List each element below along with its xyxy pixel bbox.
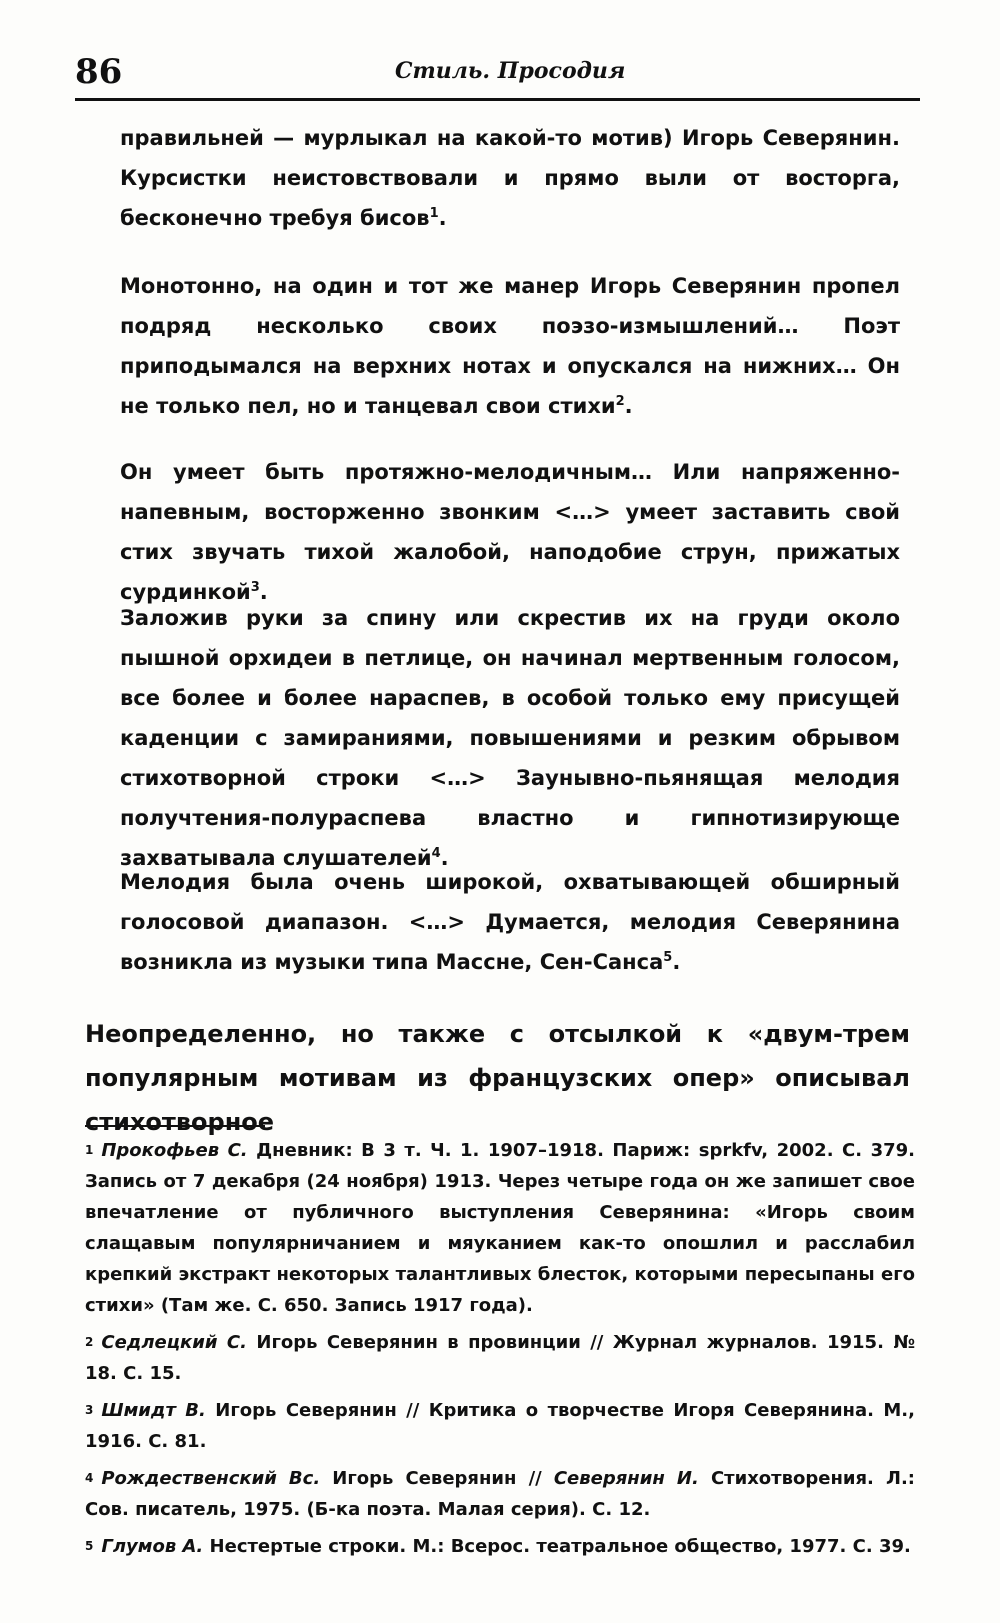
quote-2: Монотонно, на один и тот же манер Игорь Северянин пропел подряд несколько своих поэзо-измышлений… Поэт приподымался на верхних нотах и опускался на нижних… Он не только пел, но и танцевал свои стихи$^2$.: [120, 274, 900, 418]
footnote-mark: 2: [85, 1335, 94, 1349]
footnote-author: Рождественский Вс.: [101, 1468, 321, 1489]
quote-5: Мелодия была очень широкой, охватывающей обширный голосовой диапазон. <…> Думается, мелодия Северянина возникла из музыки типа Массне, Сен-Санса$^5$.: [120, 870, 900, 974]
page-number: 86: [75, 52, 123, 92]
footnote-3: $^3$ Шмидт В. Игорь Северянин // Критика о творчестве Игоря Северянина. М., 1916. С. 81.: [85, 1400, 915, 1452]
running-title: Стиль. Просодия: [395, 58, 626, 84]
footnote-5: $^5$ Глумов А. Нестертые строки. М.: Всерос. театральное общество, 1977. С. 39.: [85, 1536, 911, 1557]
footnotes: [85, 1135, 915, 1568]
footnote-author: Шмидт В.: [101, 1400, 206, 1421]
quote-4: Заложив руки за спину или скрестив их на груди около пышной орхидеи в петлице, он начинал мертвенным голосом, все более и более нараспев, в особой только ему присущей каденции с замираниями, повышениями и резким обрывом стихотворной строки <…> Заунывно-пьянящая мелодия получтения-полураспева властно и гипнотизирующе захватывала слушателей$^4$.: [120, 606, 900, 870]
footnote-mark: 1: [85, 1143, 94, 1157]
footnote-author: Прокофьев С.: [101, 1140, 248, 1161]
footnote-2: $^2$ Седлецкий С. Игорь Северянин в провинции // Журнал журналов. 1915. № 18. С. 15.: [85, 1332, 915, 1384]
footnote-author: Седлецкий С.: [101, 1332, 247, 1353]
footnote-ref-2[interactable]: 2: [615, 394, 625, 409]
footnote-1: $^1$ Прокофьев С. Дневник: В 3 т. Ч. 1. 1907–1918. Париж: sprkfv, 2002. С. 379. Запись от 7 декабря (24 ноября) 1913. Через четыре года он же запишет свое впечатление от публичного выступления Северянина: «Игорь своим слащавым популярничанием и мяуканием как-то опошлил и расслабил крепкий экстракт некоторых талантливых блесток, которыми пересыпаны его стихи» (Там же. С. 650. Запись 1917 года).: [85, 1140, 915, 1316]
quote-1: правильней — мурлыкал на какой-то мотив) Игорь Северянин. Курсистки неистовствовали и прямо выли от восторга, бесконечно требуя бисов$^1$.: [120, 126, 900, 230]
footnote-4: $^4$ Рождественский Вс. Игорь Северянин // Северянин И. Стихотворения. Л.: Сов. писатель, 1975. (Б-ка поэта. Малая серия). С. 12.: [85, 1468, 915, 1520]
footnote-ref-1[interactable]: 1: [429, 206, 439, 221]
footnote-divider: [85, 1125, 265, 1127]
footnote-mark: 3: [85, 1403, 94, 1417]
quote-3: Он умеет быть протяжно-мелодичным… Или напряженно-напевным, восторженно звонким <…> умеет заставить свой стих звучать тихой жалобой, наподобие струн, прижатых сурдинкой$^3$.: [120, 460, 900, 604]
footnote-author-2: Северянин И.: [553, 1468, 699, 1489]
footnote-ref-3[interactable]: 3: [250, 580, 260, 595]
footnote-author: Глумов А.: [101, 1536, 204, 1557]
body-paragraph: Неопределенно, но также с отсылкой к «двум-трем популярным мотивам из французских опер» описывал стихотворное: [85, 1020, 910, 1136]
footnote-mark: 5: [85, 1539, 94, 1553]
footnote-ref-4[interactable]: 4: [431, 846, 441, 861]
footnote-ref-5[interactable]: 5: [663, 950, 673, 965]
page-header: [75, 52, 920, 101]
footnote-mark: 4: [85, 1471, 94, 1485]
